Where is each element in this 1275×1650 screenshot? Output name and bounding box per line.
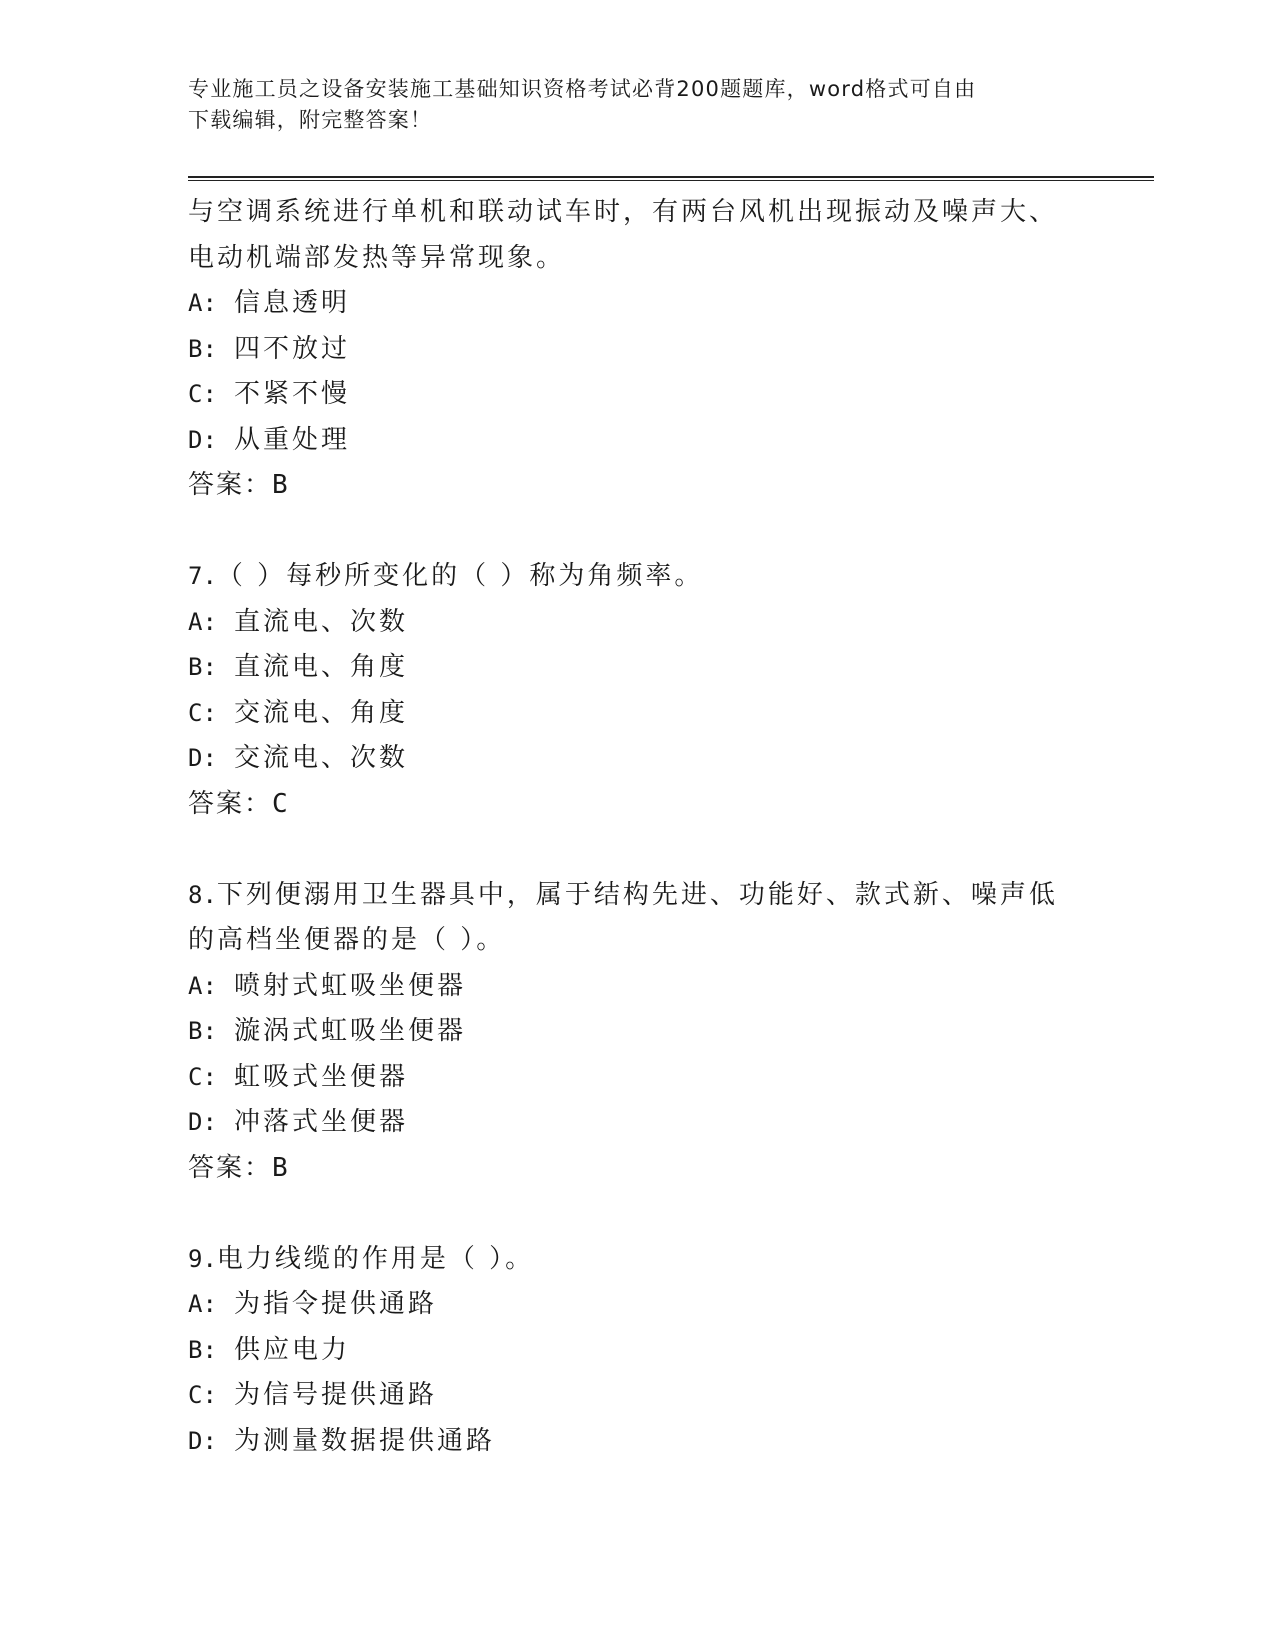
option-key: D: xyxy=(188,1108,217,1136)
question-stem-line: 电动机端部发热等异常现象。 xyxy=(188,242,566,273)
question-6 xyxy=(188,190,1088,509)
option-key: B: xyxy=(188,653,217,681)
option-text: 冲落式坐便器 xyxy=(234,1107,409,1137)
option-text: 漩涡式虹吸坐便器 xyxy=(234,1016,467,1046)
option-key: D: xyxy=(188,1426,217,1455)
option-c xyxy=(188,372,1088,418)
option-key: C: xyxy=(188,1062,217,1091)
option-b xyxy=(188,1009,1088,1055)
option-b xyxy=(188,1328,1088,1374)
answer-line xyxy=(188,782,1088,828)
answer-label: 答案： xyxy=(188,788,273,819)
option-text: 为测量数据提供通路 xyxy=(234,1425,496,1456)
question-number: 7. xyxy=(188,562,217,590)
option-b xyxy=(188,645,1088,691)
spacer xyxy=(188,509,1088,555)
question-stem-line: 与空调系统进行单机和联动试车时，有两台风机出现振动及噪声大、 xyxy=(188,197,1059,227)
option-key: C: xyxy=(188,380,217,408)
option-key: B: xyxy=(188,1017,217,1045)
spacer xyxy=(188,1191,1088,1237)
header-line-2: 下载编辑，附完整答案！ xyxy=(188,108,433,132)
answer-value: B xyxy=(272,1152,288,1183)
option-key: C: xyxy=(188,1381,217,1409)
header-line-1: 专业施工员之设备安装施工基础知识资格考试必背200题题库，word格式可自由 xyxy=(188,77,977,101)
option-c xyxy=(188,1373,1088,1419)
question-9 xyxy=(188,1237,1088,1465)
option-a xyxy=(188,964,1088,1010)
option-d xyxy=(188,418,1088,464)
option-text: 交流电、角度 xyxy=(234,697,409,728)
option-text: 虹吸式坐便器 xyxy=(234,1061,409,1092)
option-a xyxy=(188,1282,1088,1328)
answer-value: C xyxy=(272,788,288,819)
answer-value: B xyxy=(272,470,288,500)
option-key: B: xyxy=(188,1335,217,1364)
header-divider xyxy=(188,176,1154,181)
question-stem-line: 的高档坐便器的是（ ）。 xyxy=(188,925,506,955)
document-header xyxy=(188,74,1068,136)
option-d xyxy=(188,1419,1088,1465)
option-key: A: xyxy=(188,289,217,317)
option-text: 信息透明 xyxy=(234,288,351,318)
option-a xyxy=(188,281,1088,327)
option-text: 为信号提供通路 xyxy=(234,1380,438,1410)
answer-label: 答案： xyxy=(188,1152,273,1183)
answer-line xyxy=(188,1146,1088,1192)
question-stem-line xyxy=(188,554,1088,600)
option-d xyxy=(188,736,1088,782)
question-stem-text: 下列便溺用卫生器具中，属于结构先进、功能好、款式新、噪声低 xyxy=(216,879,1058,910)
option-key: A: xyxy=(188,607,217,636)
question-7 xyxy=(188,554,1088,827)
option-c xyxy=(188,1055,1088,1101)
option-text: 直流电、角度 xyxy=(234,652,409,682)
question-stem-line xyxy=(188,873,1088,919)
option-text: 供应电力 xyxy=(234,1334,351,1365)
option-a xyxy=(188,600,1088,646)
option-key: D: xyxy=(188,425,217,454)
option-key: A: xyxy=(188,971,217,1000)
option-c xyxy=(188,691,1088,737)
option-text: 不紧不慢 xyxy=(234,379,351,409)
option-key: D: xyxy=(188,744,217,772)
option-text: 从重处理 xyxy=(234,424,351,455)
option-text: 直流电、次数 xyxy=(234,606,409,637)
option-b xyxy=(188,327,1088,373)
question-list xyxy=(188,190,1088,1464)
question-stem-text: 电力线缆的作用是（ ）。 xyxy=(216,1243,535,1274)
option-key: C: xyxy=(188,698,217,727)
option-text: 喷射式虹吸坐便器 xyxy=(234,970,467,1001)
spacer xyxy=(188,827,1088,873)
question-8 xyxy=(188,873,1088,1192)
question-number: 9. xyxy=(188,1244,217,1273)
option-d xyxy=(188,1100,1088,1146)
answer-line xyxy=(188,463,1088,509)
question-number: 8. xyxy=(188,880,217,909)
question-stem-text: （ ）每秒所变化的（ ）称为角频率。 xyxy=(216,561,704,591)
option-text: 为指令提供通路 xyxy=(234,1289,438,1319)
answer-label: 答案： xyxy=(188,470,273,500)
option-text: 交流电、次数 xyxy=(234,743,409,773)
question-stem-line xyxy=(188,1237,1088,1283)
option-key: B: xyxy=(188,334,217,363)
option-key: A: xyxy=(188,1290,217,1318)
option-text: 四不放过 xyxy=(234,333,351,364)
